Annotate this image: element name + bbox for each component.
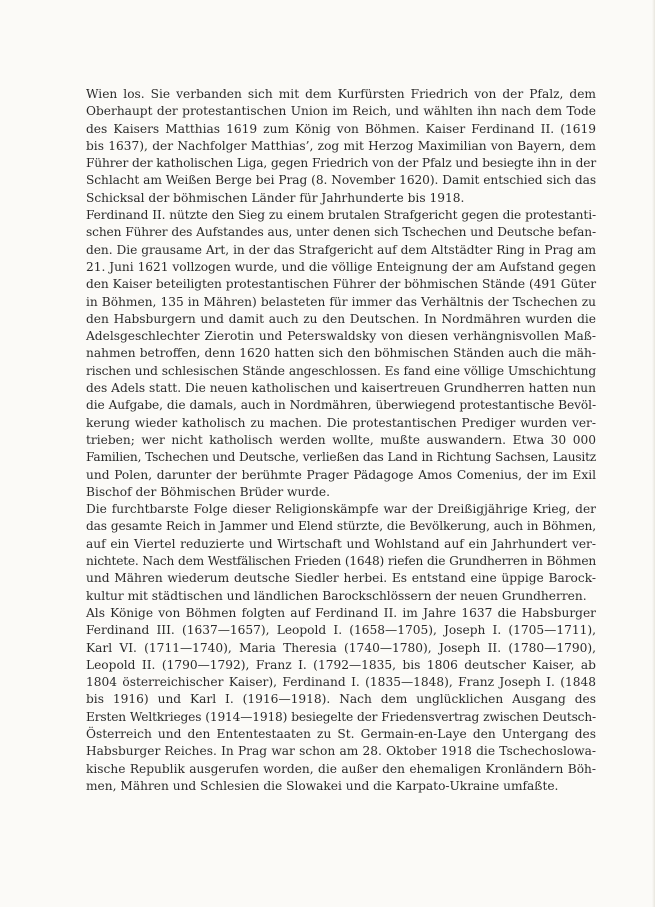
text-line: Schicksal der böhmischen Länder für Jahrhunderte bis 1918. xyxy=(86,190,465,205)
text-line: men, Mähren und Schlesien die Slowakei und die Karpato-Ukraine umfaßte. xyxy=(86,778,559,793)
text-line: rischen und schlesischen Stände angeschlossen. Es fand eine völlige Umschichtung xyxy=(86,363,596,378)
paragraph-3 xyxy=(86,501,596,605)
text-line: kische Republik ausgerufen worden, die außer den ehemaligen Kronländern Böh- xyxy=(86,761,596,776)
text-line: nichtete. Nach dem Westfälischen Frieden (1648) riefen die Grundherren in Böhmen xyxy=(86,554,596,569)
text-line: des Kaisers Matthias 1619 zum König von Böhmen. Kaiser Ferdinand II. (1619 xyxy=(86,121,596,136)
text-line: 1804 österreichischer Kaiser), Ferdinand I. (1835—1848), Franz Joseph I. (1848 xyxy=(86,675,596,690)
text-line: Wien los. Sie verbanden sich mit dem Kurfürsten Friedrich von der Pfalz, dem xyxy=(86,87,596,101)
text-line: den Habsburgern und damit auch zu den Deutschen. In Nordmähren wurden die xyxy=(86,311,596,326)
text-line: trieben; wer nicht katholisch werden wollte, mußte auswandern. Etwa 30 000 xyxy=(86,432,596,447)
text-line: schen Führer des Aufstandes aus, unter denen sich Tschechen und Deutsche befan- xyxy=(86,225,596,240)
text-line: den. Die grausame Art, in der das Strafgericht auf dem Altstädter Ring in Prag am xyxy=(86,242,596,257)
text-line: kerung wieder katholisch zu machen. Die protestantischen Prediger wurden ver- xyxy=(86,415,596,430)
text-line: die Aufgabe, die damals, auch in Nordmähren, überwiegend protestantische Bevöl- xyxy=(86,398,596,413)
text-line: Schlacht am Weißen Berge bei Prag (8. November 1620). Damit entschied sich das xyxy=(86,173,596,188)
text-line: auf ein Viertel reduzierte und Wirtschaft und Wohlstand auf ein Jahrhundert ver- xyxy=(86,536,596,551)
text-line: kultur mit städtischen und ländlichen Barockschlössern der neuen Grundherren. xyxy=(86,588,587,603)
text-line: Leopold II. (1790—1792), Franz I. (1792—1835, bis 1806 deutscher Kaiser, ab xyxy=(86,657,596,672)
text-line: Ferdinand II. nützte den Sieg zu einem brutalen Strafgericht gegen die protestanti- xyxy=(86,208,596,223)
text-line: Führer der katholischen Liga, gegen Friedrich von der Pfalz und besiegte ihn in der xyxy=(86,156,596,171)
text-line: 21. Juni 1621 vollzogen wurde, und die völlige Enteignung der am Aufstand gegen xyxy=(86,259,596,274)
text-line: Österreich und den Ententestaaten zu St. Germain-en-Laye den Untergang des xyxy=(86,726,596,741)
text-line: Als Könige von Böhmen folgten auf Ferdinand II. im Jahre 1637 die Habsburger xyxy=(86,605,596,620)
text-line: des Adels statt. Die neuen katholischen und kaisertreuen Grundherren hatten nun xyxy=(86,381,596,396)
text-line: nahmen betroffen, denn 1620 hatten sich den böhmischen Ständen auch die mäh- xyxy=(86,346,596,361)
body-text xyxy=(86,86,596,795)
text-line: Ersten Weltkrieges (1914—1918) besiegelte der Friedensvertrag zwischen Deutsch- xyxy=(86,709,596,724)
paragraph-1 xyxy=(86,86,596,207)
text-line: Ferdinand III. (1637—1657), Leopold I. (1658—1705), Joseph I. (1705—1711), xyxy=(86,623,596,638)
paragraph-4 xyxy=(86,605,596,795)
text-line: in Böhmen, 135 in Mähren) belasteten für immer das Verhältnis der Tschechen zu xyxy=(86,294,596,309)
text-line: Habsburger Reiches. In Prag war schon am 28. Oktober 1918 die Tschechoslowa- xyxy=(86,744,596,759)
text-line: bis 1637), der Nachfolger Matthias’, zog mit Herzog Maximilian von Bayern, dem xyxy=(86,138,596,153)
text-line: Oberhaupt der protestantischen Union im Reich, und wählten ihn nach dem Tode xyxy=(86,104,596,119)
paragraph-2 xyxy=(86,207,596,501)
text-line: bis 1916) und Karl I. (1916—1918). Nach dem unglücklichen Ausgang des xyxy=(86,692,596,707)
text-line: Karl VI. (1711—1740), Maria Theresia (1740—1780), Joseph II. (1780—1790), xyxy=(86,640,596,655)
text-line: Die furchtbarste Folge dieser Religionskämpfe war der Dreißigjährige Krieg, der xyxy=(86,502,596,517)
text-line: Adelsgeschlechter Zierotin und Peterswaldsky von diesen verhängnisvollen Maß- xyxy=(86,329,596,344)
text-line: das gesamte Reich in Jammer und Elend stürzte, die Bevölkerung, auch in Böhmen, xyxy=(86,519,596,534)
text-line: und Polen, darunter der berühmte Prager Pädagoge Amos Comenius, der im Exil xyxy=(86,467,596,482)
text-line: Familien, Tschechen und Deutsche, verließen das Land in Richtung Sachsen, Lausitz xyxy=(86,450,596,465)
text-line: den Kaiser beteiligten protestantischen Führer der böhmischen Stände (491 Güter xyxy=(86,277,596,292)
text-line: Bischof der Böhmischen Brüder wurde. xyxy=(86,484,331,499)
text-line: und Mähren wiederum deutsche Siedler herbei. Es entstand eine üppige Barock- xyxy=(86,571,596,586)
